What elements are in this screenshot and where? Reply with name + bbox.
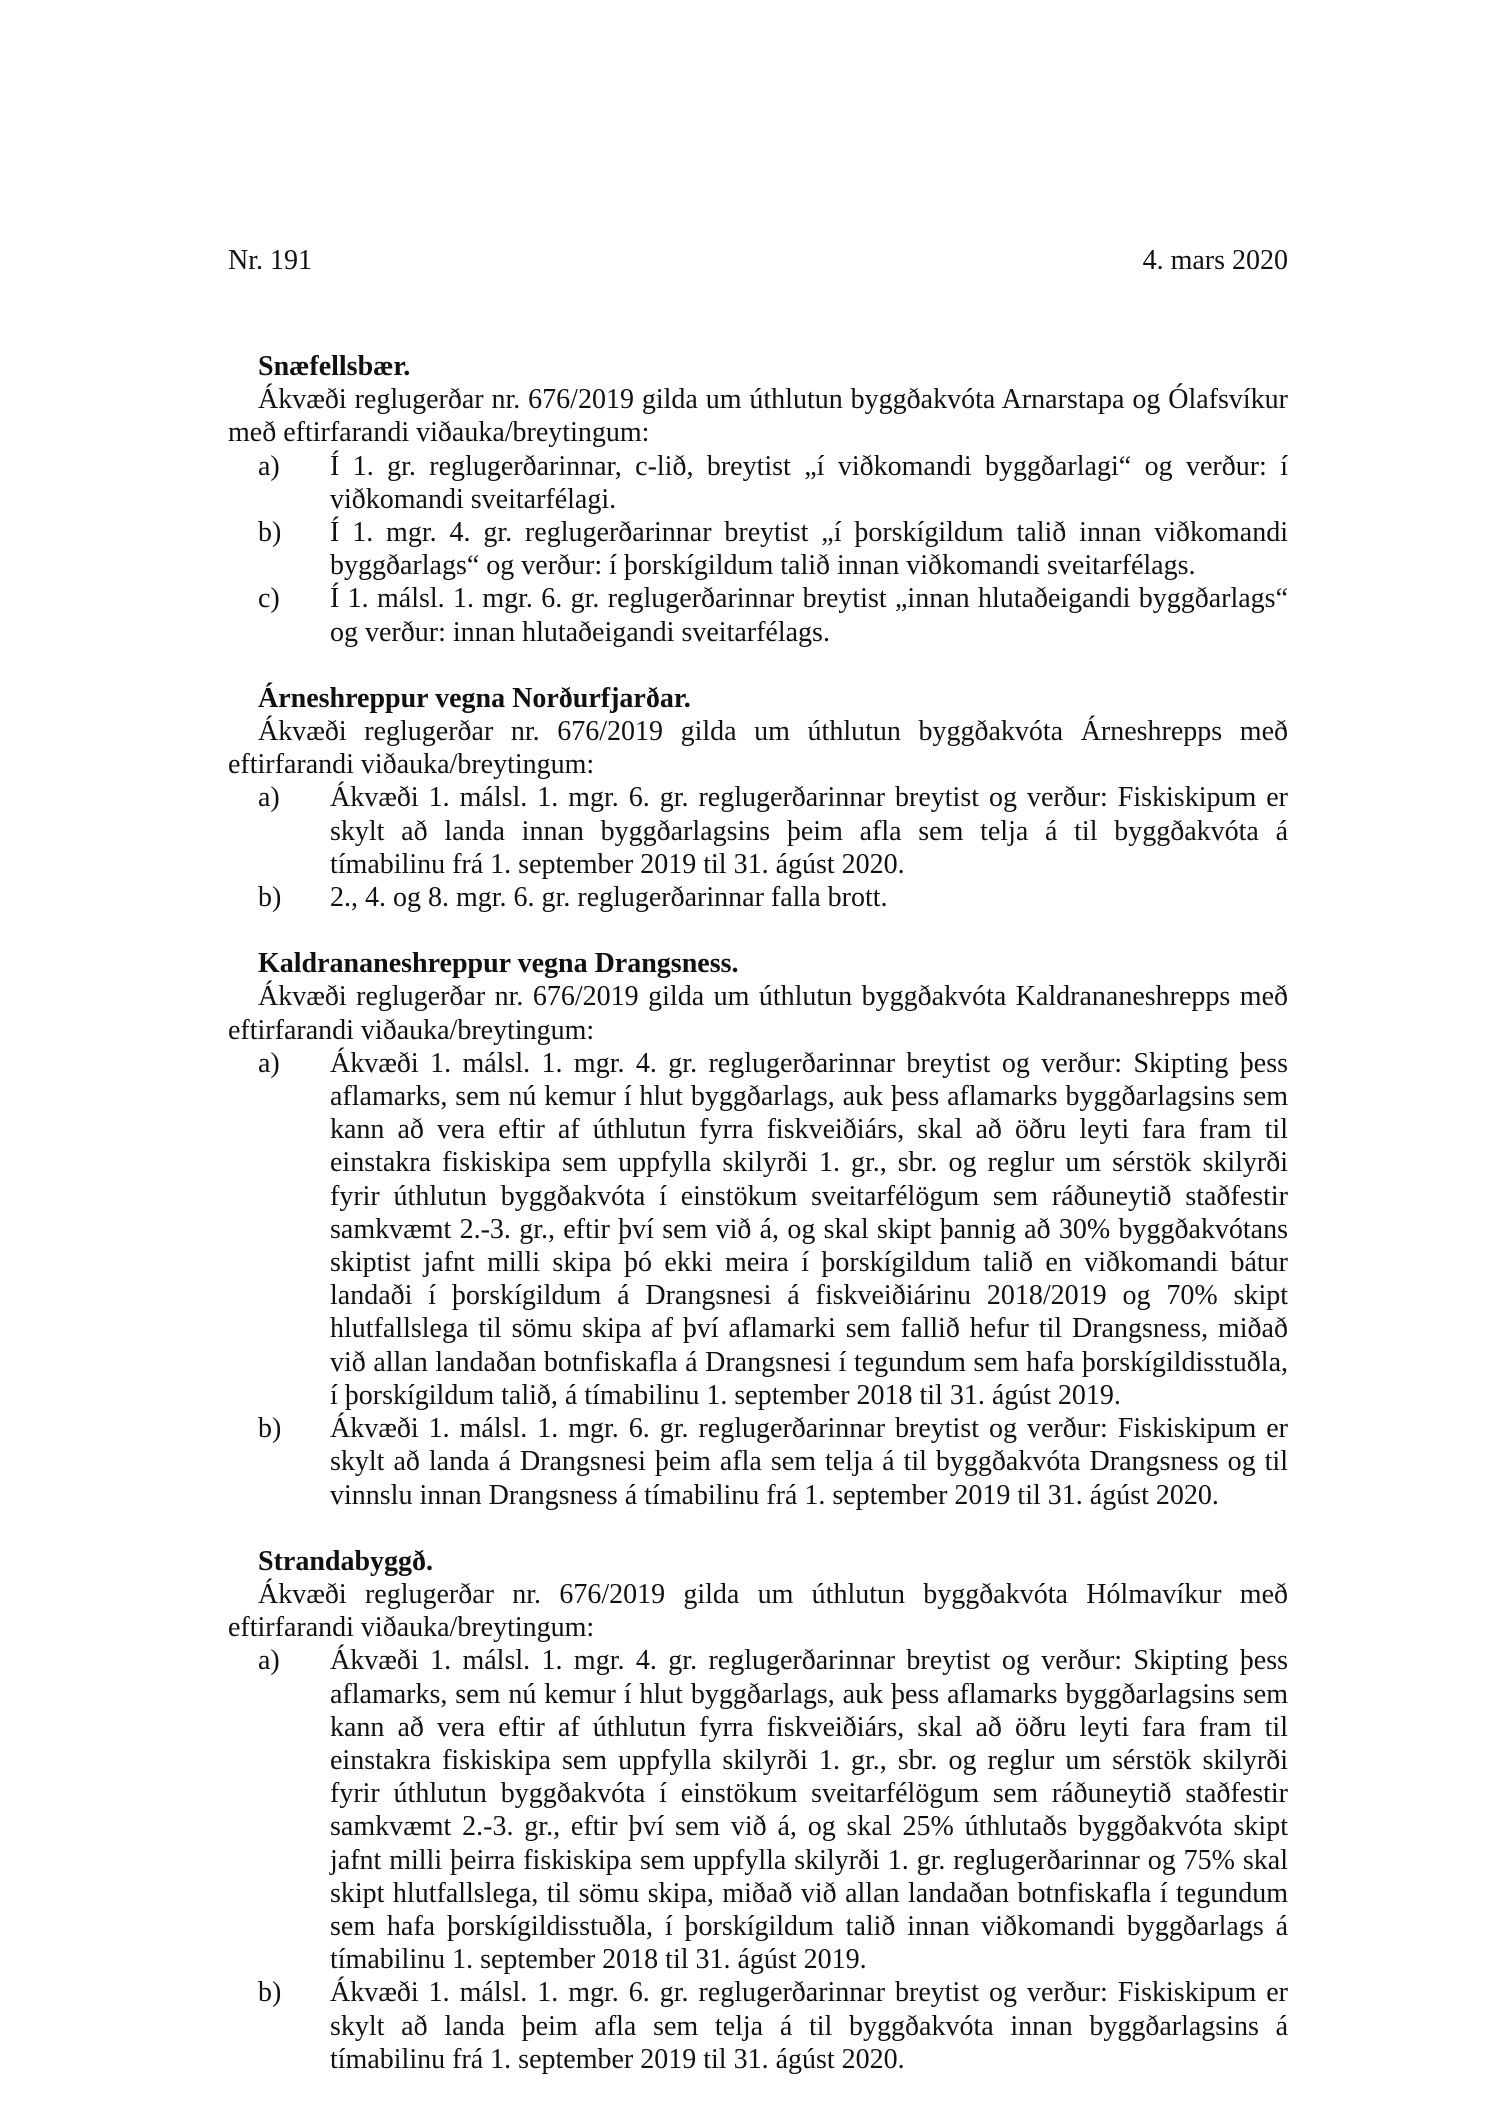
list-item bbox=[258, 781, 1288, 881]
list-item bbox=[258, 1047, 1288, 1412]
item-text: 2., 4. og 8. mgr. 6. gr. reglugerðarinnar falla brott. bbox=[330, 882, 888, 914]
section-snaefellsbaer bbox=[228, 350, 1288, 649]
list-item bbox=[258, 1644, 1288, 1976]
item-marker: b) bbox=[258, 517, 282, 549]
section-intro: Ákvæði reglugerðar nr. 676/2019 gilda um úthlutun byggðakvóta Árneshrepps með eftirfarandi viðauka/breytingum: bbox=[228, 716, 1288, 781]
section-strandabyggd bbox=[228, 1545, 1288, 2076]
item-text: Ákvæði 1. málsl. 1. mgr. 6. gr. reglugerðarinnar breytist og verður: Fiskiskipum er skylt að landa þeim afla sem telja á til byggðakvóta innan byggðarlagsins á tímabilinu frá 1. september 2019 til 31. ágúst 2020. bbox=[330, 1977, 1288, 2075]
item-marker: b) bbox=[258, 882, 282, 914]
item-marker: a) bbox=[258, 1645, 280, 1677]
list-item bbox=[258, 516, 1288, 582]
amendment-list bbox=[228, 450, 1288, 649]
list-item bbox=[258, 450, 1288, 516]
section-intro: Ákvæði reglugerðar nr. 676/2019 gilda um úthlutun byggðakvóta Hólmavíkur með eftirfarandi viðauka/breytingum: bbox=[228, 1578, 1288, 1644]
list-item bbox=[258, 881, 1288, 914]
amendment-list bbox=[228, 781, 1288, 914]
item-marker: b) bbox=[258, 1413, 282, 1445]
section-title: Strandabyggð. bbox=[258, 1545, 434, 1577]
section-title: Árneshreppur vegna Norðurfjarðar. bbox=[258, 682, 691, 714]
item-text: Í 1. mgr. 4. gr. reglugerðarinnar breytist „í þorskígildum talið innan viðkomandi byggðarlags“ og verður: í þorskígildum talið innan viðkomandi sveitarfélags. bbox=[330, 517, 1288, 582]
list-item bbox=[258, 1976, 1288, 2076]
list-item bbox=[258, 582, 1288, 648]
list-item bbox=[258, 1412, 1288, 1512]
item-text: Í 1. málsl. 1. mgr. 6. gr. reglugerðarinnar breytist „innan hlutaðeigandi byggðarlags“ og verður: innan hlutaðeigandi sveitarfélags. bbox=[330, 583, 1288, 648]
item-text: Í 1. gr. reglugerðarinnar, c-lið, breytist „í viðkomandi byggðarlagi“ og verður: í viðkomandi sveitarfélagi. bbox=[330, 450, 1288, 515]
section-title: Snæfellsbær. bbox=[258, 351, 411, 382]
page-header bbox=[228, 244, 1288, 278]
item-text: Ákvæði 1. málsl. 1. mgr. 6. gr. reglugerðarinnar breytist og verður: Fiskiskipum er skylt að landa innan byggðarlagsins þeim afla sem telja á til byggðakvóta á tímabilinu frá 1. september 2019 til 31. ágúst 2020. bbox=[330, 782, 1288, 880]
regulation-number: Nr. 191 bbox=[228, 245, 312, 276]
section-kaldrananeshreppur bbox=[228, 947, 1288, 1511]
item-marker: a) bbox=[258, 782, 280, 814]
document-body bbox=[228, 350, 1288, 2076]
amendment-list bbox=[228, 1644, 1288, 2076]
item-text: Ákvæði 1. málsl. 1. mgr. 6. gr. reglugerðarinnar breytist og verður: Fiskiskipum er skylt að landa á Drangsnesi þeim afla sem telja á til byggðakvóta Drangsness og til vinnslu innan Drangsness á tímabilinu frá 1. september 2019 til 31. ágúst 2020. bbox=[330, 1413, 1288, 1511]
item-marker: a) bbox=[258, 1047, 280, 1079]
item-marker: c) bbox=[258, 583, 280, 615]
item-marker: a) bbox=[258, 450, 280, 482]
section-arneshreppur bbox=[228, 682, 1288, 914]
item-text: Ákvæði 1. málsl. 1. mgr. 4. gr. reglugerðarinnar breytist og verður: Skipting þess aflamarks, sem nú kemur í hlut byggðarlags, auk þess aflamarks byggðarlagsins sem kann að vera eftir af úthlutun fyrra fiskveiðiárs, skal að öðru leyti fara fram til einstakra fiskiskipa sem uppfylla skilyrði 1. gr., sbr. og reglur um sérstök skilyrði fyrir úthlutun byggðakvóta í einstökum sveitarfélögum sem ráðuneytið staðfestir samkvæmt 2.-3. gr., eftir því sem við á, og skal 25% úthlutaðs byggðakvóta skipt jafnt milli þeirra fiskiskipa sem uppfylla skilyrði 1. gr. reglugerðarinnar og 75% skal skipt hlutfallslega, til sömu skipa, miðað við allan landaðan botnfiskafla í tegundum sem hafa þorskígildisstuðla, í þorskígildum talið innan viðkomandi byggðarlags á tímabilinu 1. september 2018 til 31. ágúst 2019. bbox=[330, 1645, 1288, 1976]
amendment-list bbox=[228, 1047, 1288, 1512]
item-text: Ákvæði 1. málsl. 1. mgr. 4. gr. reglugerðarinnar breytist og verður: Skipting þess aflamarks, sem nú kemur í hlut byggðarlags, auk þess aflamarks byggðarlagsins sem kann að vera eftir af úthlutun fyrra fiskveiðiárs, skal að öðru leyti fara fram til einstakra fiskiskipa sem uppfylla skilyrði 1. gr., sbr. og reglur um sérstök skilyrði fyrir úthlutun byggðakvóta í einstökum sveitarfélögum sem ráðuneytið staðfestir samkvæmt 2.-3. gr., eftir því sem við á, og skal skipt þannig að 30% byggðakvótans skiptist jafnt milli skipa þó ekki meira í þorskígildum talið en viðkomandi bátur landaði í þorskígildum á Drangsnesi á fiskveiðiárinu 2018/2019 og 70% skipt hlutfallslega til sömu skipa af því aflamarki sem fallið hefur til Drangsness, miðað við allan landaðan botnfiskafla á Drangsnesi í tegundum sem hafa þorskígildisstuðla, í þorskígildum talið, á tímabilinu 1. september 2018 til 31. ágúst 2019. bbox=[330, 1047, 1288, 1411]
section-title: Kaldrananeshreppur vegna Drangsness. bbox=[258, 948, 739, 980]
item-marker: b) bbox=[258, 1977, 282, 2009]
section-intro: Ákvæði reglugerðar nr. 676/2019 gilda um úthlutun byggðakvóta Kaldrananeshrepps með eftirfarandi viðauka/breytingum: bbox=[228, 981, 1288, 1046]
section-intro: Ákvæði reglugerðar nr. 676/2019 gilda um úthlutun byggðakvóta Arnarstapa og Ólafsvíkur með eftirfarandi viðauka/breytingum: bbox=[228, 384, 1288, 449]
regulation-date: 4. mars 2020 bbox=[1142, 245, 1288, 276]
